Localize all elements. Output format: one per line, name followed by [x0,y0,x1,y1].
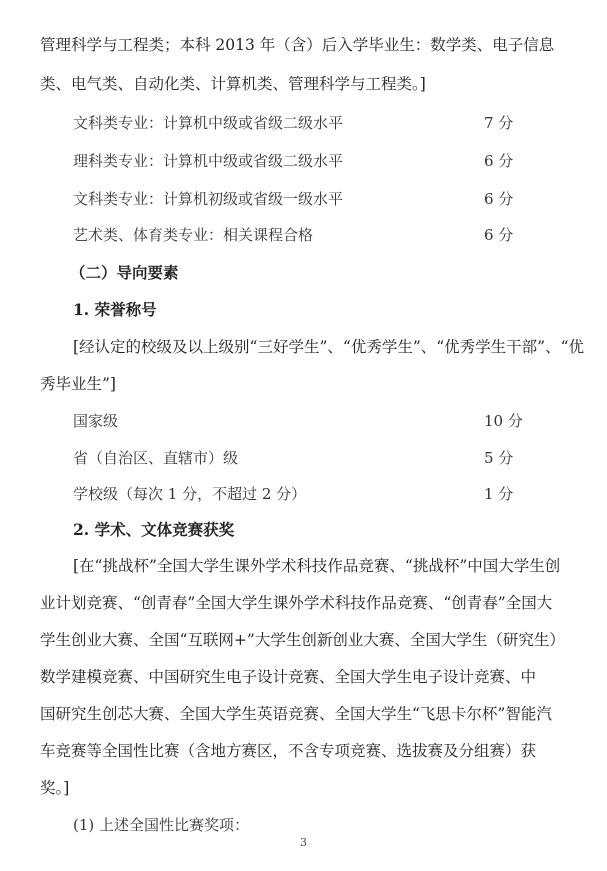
competition-note-line-2: 业计划竞赛、“创青春”全国大学生课外学术科技作品竞赛、“创青春”全国大 [40,594,553,612]
intro-line-1: 管理科学与工程类；本科 2013 年（含）后入学毕业生：数学类、电子信息 [40,36,555,54]
competition-note-line-3: 学生创业大赛、全国“互联网+”大学生创新创业大赛、全国大学生（研究生） [40,631,565,649]
score-points: 5 分 [484,449,514,467]
score-row [73,151,513,171]
score-row [73,411,523,431]
intro-line-2: 类、电气类、自动化类、计算机类、管理科学与工程类。] [40,75,426,93]
competition-sub-item: (1) 上述全国性比赛奖项： [73,816,250,834]
score-points: 6 分 [484,190,514,208]
score-label: 文科类专业：计算机初级或省级一级水平 [73,190,344,208]
score-label: 艺术类、体育类专业：相关课程合格 [73,226,314,244]
score-row [73,484,513,504]
score-points: 1 分 [484,485,514,503]
score-label: 省（自治区、直辖市）级 [73,449,239,467]
honor-heading: 1. 荣誉称号 [73,300,157,319]
honor-note-line-1: [经认定的校级及以上级别“三好学生”、“优秀学生”、“优秀学生干部”、“优 [73,338,585,356]
score-row [73,225,513,245]
score-points: 7 分 [484,114,514,132]
competition-note-line-4: 数学建模竞赛、中国研究生电子设计竞赛、全国大学生电子设计竞赛、中 [40,668,537,686]
score-row [73,113,513,133]
competition-heading: 2. 学术、文体竞赛获奖 [73,520,235,539]
score-points: 6 分 [484,152,514,170]
score-points: 10 分 [484,412,523,430]
competition-note-line-5: 国研究生创芯大赛、全国大学生英语竞赛、全国大学生“飞思卡尔杯”智能汽 [40,705,552,723]
section-heading: （二）导向要素 [70,263,179,282]
score-row [73,448,513,468]
competition-note-line-7: 奖。] [40,779,70,797]
competition-note-line-1: [在“挑战杯”全国大学生课外学术科技作品竞赛、“挑战杯”中国大学生创 [73,557,561,575]
score-label: 文科类专业：计算机中级或省级二级水平 [73,114,344,132]
score-label: 国家级 [73,412,119,430]
score-label: 学校级（每次 1 分，不超过 2 分） [73,485,307,503]
page-number: 3 [300,836,307,849]
score-row [73,189,513,209]
score-label: 理科类专业：计算机中级或省级二级水平 [73,152,344,170]
competition-note-line-6: 车竞赛等全国性比赛（含地方赛区，不含专项竞赛、选拔赛及分组赛）获 [40,742,537,760]
honor-note-line-2: 秀毕业生”] [40,375,116,393]
score-points: 6 分 [484,226,514,244]
